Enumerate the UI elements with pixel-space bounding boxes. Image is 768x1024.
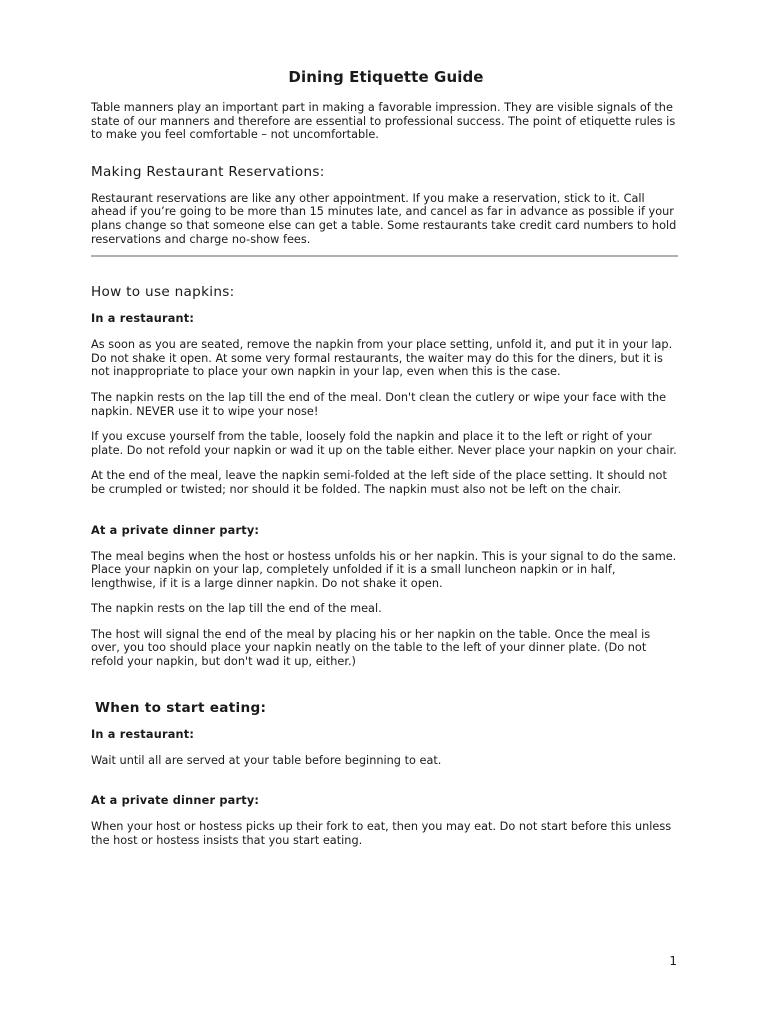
napkins-dinner-party-subheading: At a private dinner party: xyxy=(91,523,260,537)
napkins-dinner-party-paragraph: The host will signal the end of the meal by placing his or her napkin on the table. Once the meal is over, you too should place your napkin neatly on the table to the left of your dinner plate. (Do not refold your napkin, but don't wad it up, either.) xyxy=(91,627,651,669)
napkins-restaurant-paragraph: If you excuse yourself from the table, loosely fold the napkin and place it to the left or right of your plate. Do not refold your napkin or wad it up on the table either. Never place your napkin on your chair. xyxy=(91,430,677,457)
reservations-paragraph: Restaurant reservations are like any other appointment. If you make a reservation, stick to it. Call ahead if you’re going to be more than 15 minutes late, and cancel as far in advance as possible if your plans change so that someone else can get a table. Some restaurants take credit card numbers to hold reservations and charge no-show fees. xyxy=(91,191,677,246)
intro-paragraph: Table manners play an important part in making a favorable impression. They are visible signals of the state of our manners and therefore are essential to professional success. The point of etiquette rules is to make you feel comfortable – not uncomfortable. xyxy=(91,101,676,142)
napkins-restaurant-subheading: In a restaurant: xyxy=(91,312,195,326)
napkins-restaurant-paragraph: At the end of the meal, leave the napkin semi-folded at the left side of the place setting. It should not be crumpled or twisted; nor should it be folded. The napkin must also not be left on the chair. xyxy=(91,469,667,496)
document-title: Dining Etiquette Guide xyxy=(288,68,484,86)
document-body xyxy=(91,68,681,859)
napkins-heading: How to use napkins: xyxy=(91,284,235,301)
napkins-restaurant-paragraph: The napkin rests on the lap till the end of the meal. Don't clean the cutlery or wipe your face with the napkin. NEVER use it to wipe your nose! xyxy=(91,390,667,418)
napkins-restaurant-paragraph: As soon as you are seated, remove the napkin from your place setting, unfold it, and put it in your lap. Do not shake it open. At some very formal restaurants, the waiter may do this for the diners, but it is not inappropriate to place your own napkin in your lap, even when this is the case. xyxy=(91,338,673,379)
start-eating-dinner-party-paragraph: When your host or hostess picks up their fork to eat, then you may eat. Do not start before this unless the host or hostess insists that you start eating. xyxy=(91,820,672,847)
napkins-dinner-party-paragraph: The napkin rests on the lap till the end of the meal. xyxy=(91,602,382,616)
start-eating-heading: When to start eating: xyxy=(95,699,267,716)
reservations-heading: Making Restaurant Reservations: xyxy=(91,163,325,180)
section-divider xyxy=(91,255,678,257)
napkins-dinner-party-paragraph: The meal begins when the host or hostess unfolds his or her napkin. This is your signal to do the same. Place your napkin on your lap, completely unfolded if it is a small luncheon napkin or in half, lengthwise, if it is a large dinner napkin. Do not shake it open. xyxy=(91,549,677,590)
start-eating-restaurant-paragraph: Wait until all are served at your table before beginning to eat. xyxy=(91,753,442,767)
start-eating-dinner-party-subheading: At a private dinner party: xyxy=(91,794,260,808)
page-number: 1 xyxy=(669,954,677,968)
start-eating-restaurant-subheading: In a restaurant: xyxy=(91,727,195,741)
